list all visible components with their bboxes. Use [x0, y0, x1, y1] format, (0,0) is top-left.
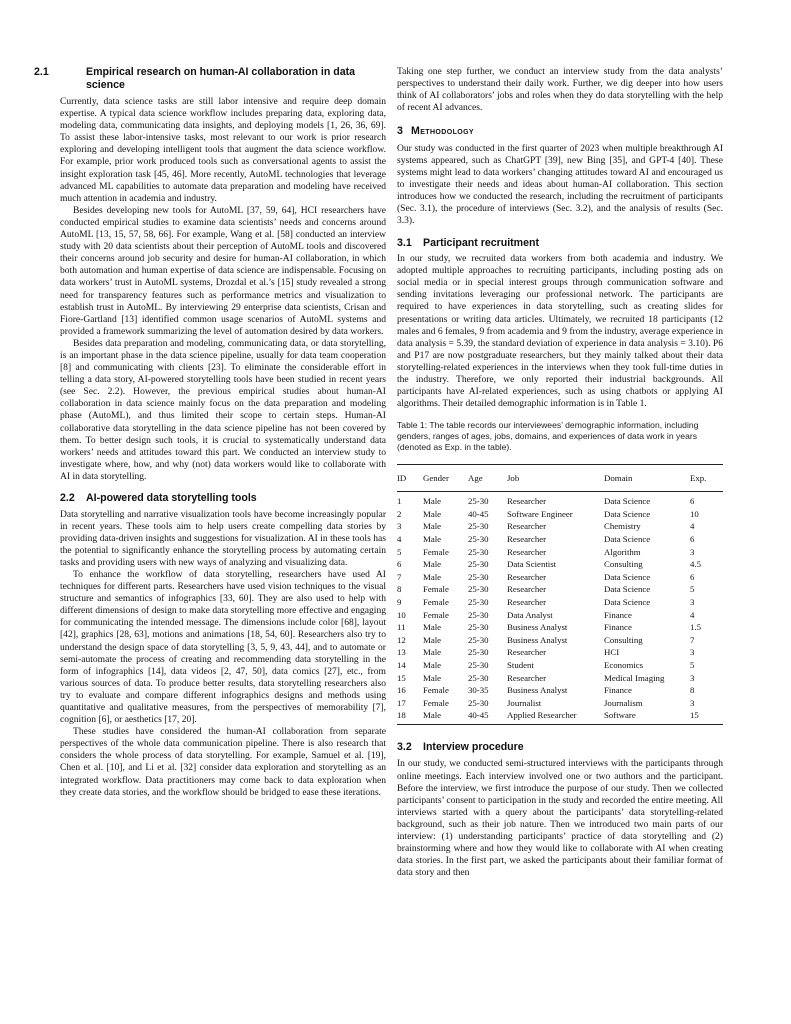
cell-job: Journalist: [507, 697, 542, 708]
cell-job: Data Analyst: [507, 609, 553, 620]
cell-domain: Medical Imaging: [604, 672, 665, 683]
paragraph: Currently, data science tasks are still labor intensive and require deep domain expertise. A typical data science workflow includes preparing data, exploring data, modeling data, communicating data insights, and deploying models [1, 26, 36, 69]. To assist these labor-intensive tasks, most relevant to our work is prior research exploring and developing intelligent tools that augment the data science workflow. For example, prior work produced tools such as conversational agents to assist the insight exploration task [45, 46]. More recently, AutoML technologies that leverage advanced ML capabilities to automate data preparation and modeling have received much attention in academia and industry.: [60, 96, 386, 204]
table-row: [397, 634, 723, 647]
cell-domain: Finance: [604, 609, 632, 620]
cell-age: 30-35: [468, 685, 489, 696]
cell-gender: Female: [423, 584, 449, 595]
section-title: Methodology: [411, 125, 475, 138]
cell-gender: Male: [423, 521, 442, 532]
section-number: 2.1: [34, 66, 49, 78]
cell-job: Researcher: [507, 584, 547, 595]
table-row: [397, 583, 723, 596]
cell-job: Software Engineer: [507, 508, 573, 519]
cell-exp: 5: [690, 584, 695, 595]
cell-exp: 4.5: [690, 559, 701, 570]
table-row: [397, 492, 723, 508]
cell-gender: Male: [423, 647, 442, 658]
cell-gender: Female: [423, 697, 449, 708]
cell-id: 4: [397, 534, 402, 545]
cell-gender: Male: [423, 571, 442, 582]
cell-exp: 3: [690, 672, 695, 683]
cell-exp: 15: [690, 709, 723, 724]
cell-exp: 7: [690, 634, 695, 645]
section-3-2-heading: [397, 741, 723, 754]
cell-gender: Female: [423, 685, 449, 696]
cell-id: 6: [397, 559, 402, 570]
paragraph: In our study, we conducted semi-structured interviews with the participants through online meetings. Each interview involved one or two authors and the participant. Before the interview, we first introduce the purpose of our study. Then we collected participants’ consent to participation in the study and recorded the entire meeting. All interviews started with a query about the participants’ data storytelling-related background, such as their job nature. Then we introduced two main parts of our interview: (1) understanding participants’ practice of data storytelling and (2) brainstorming where and how they would like to collaborate with AI when creating data stories. In the first part, we asked the participants about their familiar format of data story and then: [397, 758, 723, 879]
cell-exp: 6: [690, 496, 695, 507]
paragraph: To enhance the workflow of data storytelling, researchers have used AI techniques for different parts. Researchers have used vision techniques to the visual structure and semantics of infographics [33, 60]. They are also used to help with different dimensions of design to make data storytelling more effective and engaging for communicating the intended message. The dimensions include color [68], layout [42], graphics [28, 63], motions and animations [18, 54, 60]. Researchers also try to understand the design space of data storytelling [3, 5, 9, 43, 44], and to automate or semi-automate the process of creating and recommending data storytelling in the form of infographics [14], data videos [2, 47, 50], data comics [27], etc., from various sources of data. To produce better results, data storytelling researchers also try to evaluate and compare different infographics designs and methods using quantitative and qualitative measures, from the perspectives of memorability [7], cognition [6], or aesthetics [17, 20].: [60, 568, 386, 726]
cell-id: 9: [397, 597, 402, 607]
table-row: [397, 571, 723, 584]
cell-gender: Male: [423, 508, 442, 519]
cell-gender: Male: [423, 634, 442, 645]
paragraph: Our study was conducted in the first quarter of 2023 when multiple breakthrough AI systems appeared, such as ChatGPT [39], new Bing [35], and GPT-4 [40]. These systems might lead to data workers’ changing attitudes toward AI and encouraged us to investigate their needs and ideas about human-AI collaboration. This section introduces how we conducted the research, including the recruitment of participants (Sec. 3.1), the procedure of interviews (Sec. 3.2), and the analysis of results (Sec. 3.3).: [397, 142, 723, 227]
header-domain: Domain: [604, 465, 690, 492]
cell-domain: Data Science: [604, 534, 651, 545]
cell-age: 40-45: [468, 709, 507, 724]
cell-exp: 6: [690, 534, 695, 545]
cell-age: 25-30: [468, 571, 489, 582]
cell-gender: Male: [423, 534, 442, 545]
cell-job: Researcher: [507, 571, 547, 582]
cell-id: 3: [397, 521, 402, 532]
table-row: [397, 596, 723, 609]
cell-gender: Male: [423, 559, 442, 570]
cell-age: 25-30: [468, 521, 489, 532]
cell-age: 25-30: [468, 647, 489, 658]
header-gender: Gender: [423, 465, 468, 492]
section-number: 3: [397, 125, 404, 138]
cell-id: 11: [397, 622, 406, 633]
cell-domain: Economics: [604, 659, 644, 670]
cell-gender: Male: [423, 672, 442, 683]
paragraph: Besides data preparation and modeling, communicating data, or data storytelling, is an important phase in the data science pipeline, usually for data team cooperation [8] and communicating with clients [23]. To eliminate the considerable effort in telling a data story, AI-powered storytelling tools have been studied in recent years (see Sec. 2.2). However, the previous empirical studies about human-AI collaboration in data science mainly focus on the data preparation and modeling phase (AutoML), and thus limited their scope to certain steps. Human-AI collaborative data storytelling in the data science pipeline has not been covered by them. To better design such tools, it is crucial to systematically understand data workers’ needs and attitudes toward this part. We conducted an interview study to investigate where, how, and why (not) data workers would like to collaborate with AI in data storytelling.: [60, 337, 386, 482]
header-job: Job: [507, 465, 604, 492]
header-id: ID: [397, 465, 423, 492]
cell-domain: Consulting: [604, 634, 643, 645]
section-3-heading: [397, 125, 723, 138]
cell-job: Data Scientist: [507, 559, 557, 570]
right-column: [397, 66, 723, 879]
cell-job: Student: [507, 659, 534, 670]
cell-exp: 8: [690, 685, 695, 696]
section-number: 3.2: [397, 740, 412, 753]
cell-domain: Finance: [604, 685, 632, 696]
cell-id: 12: [397, 634, 406, 645]
demographics-table: [397, 464, 723, 725]
cell-exp: 3: [690, 597, 695, 607]
cell-domain: Data Science: [604, 584, 651, 595]
cell-exp: 3: [690, 647, 695, 658]
cell-age: 25-30: [468, 597, 489, 607]
section-number: 2.2: [60, 492, 75, 504]
cell-age: 25-30: [468, 634, 489, 645]
table-header-row: [397, 465, 723, 492]
cell-job: Researcher: [507, 496, 547, 507]
cell-domain: Data Science: [604, 597, 651, 607]
cell-age: 25-30: [468, 584, 489, 595]
cell-domain: Software: [604, 709, 690, 724]
table-row: [397, 508, 723, 521]
paragraph: Data storytelling and narrative visualization tools have become increasingly popular in recent years. These tools aim to help users create compelling data stories by providing data-driven insights and suggestions for visualization. AI in these tools has the potential to significantly enhance the storytelling process by automating certain tasks and providing users with new ways of analyzing and visualizing data.: [60, 508, 386, 568]
cell-id: 1: [397, 496, 402, 507]
cell-gender: Male: [423, 496, 442, 507]
section-title: AI-powered data storytelling tools: [86, 492, 257, 504]
section-number: 3.1: [397, 236, 412, 249]
table-row: [397, 558, 723, 571]
section-title: Participant recruitment: [423, 236, 539, 249]
cell-exp: 6: [690, 571, 695, 582]
cell-id: 13: [397, 647, 406, 658]
paragraph: Besides developing new tools for AutoML [37, 59, 64], HCI researchers have conducted empirical studies to examine data scientists’ needs and concerns around AutoML [13, 15, 57, 58, 66]. For example, Wang et al. [58] conducted an interview study with 20 data scientists about their perception of AutoML tools and discovered their concerns around job security and desire for human-AI collaboration, in which both automation and human expertise of data science are indispensable. Focusing on data workers’ trust in AutoML systems, Drozdal et al.’s [15] study revealed a strong need for transparency features such as performance metrics and visualization to establish trust in AutoML. By interviewing 29 enterprise data scientists, Crisan and Fiore-Gartland [13] identified common usage scenarios of AutoML systems and provided a framework summarizing the level of automation desired by data workers.: [60, 204, 386, 337]
cell-gender: Female: [423, 546, 449, 557]
cell-gender: Female: [423, 609, 449, 620]
cell-id: 8: [397, 584, 402, 595]
cell-exp: 1.5: [690, 622, 701, 633]
paragraph: Taking one step further, we conduct an interview study from the data analysts’ perspectives to understand their daily work. Further, we dig deeper into how users think of AI collaborators’ jobs and roles when they do data storytelling with the help of recent AI advances.: [397, 66, 723, 114]
cell-domain: Consulting: [604, 559, 643, 570]
cell-age: 25-30: [468, 672, 489, 683]
cell-domain: Finance: [604, 622, 632, 633]
table-row: [397, 697, 723, 710]
section-title: Empirical research on human-AI collaboration in data science: [86, 66, 356, 91]
table-row: [397, 533, 723, 546]
cell-job: Business Analyst: [507, 622, 568, 633]
cell-age: 25-30: [468, 546, 489, 557]
cell-gender: Male: [423, 659, 442, 670]
table-row: [397, 709, 723, 724]
header-exp: Exp.: [690, 465, 723, 492]
left-column: [34, 66, 386, 799]
cell-gender: Male: [423, 622, 442, 633]
cell-age: 25-30: [468, 559, 489, 570]
cell-exp: 3: [690, 546, 695, 557]
cell-gender: Female: [423, 597, 449, 607]
cell-gender: Male: [423, 709, 468, 724]
cell-id: 10: [397, 609, 406, 620]
cell-exp: 4: [690, 609, 695, 620]
cell-exp: 5: [690, 659, 695, 670]
cell-exp: 3: [690, 697, 695, 708]
cell-domain: Journalism: [604, 697, 643, 708]
cell-age: 25-30: [468, 622, 489, 633]
cell-age: 25-30: [468, 496, 489, 507]
cell-domain: Data Science: [604, 496, 651, 507]
cell-job: Researcher: [507, 647, 547, 658]
table-row: [397, 621, 723, 634]
cell-id: 14: [397, 659, 406, 670]
cell-id: 15: [397, 672, 406, 683]
cell-exp: 4: [690, 521, 695, 532]
table-row: [397, 520, 723, 533]
cell-domain: HCI: [604, 647, 620, 658]
paragraph: These studies have considered the human-AI collaboration from separate perspectives of the whole data communication pipeline. There is also research that considers the whole process of data storytelling. For example, Samuel et al. [19], Chen et al. [10], and Li et al. [32] consider data exploration and storytelling as an integrated workflow. Data practitioners may come back to data exploration when they create data stories, and the workflow should be bridged to ease these iterations.: [60, 726, 386, 798]
cell-job: Researcher: [507, 597, 547, 607]
cell-id: 18: [397, 709, 423, 724]
cell-age: 25-30: [468, 659, 489, 670]
cell-job: Business Analyst: [507, 634, 568, 645]
cell-id: 7: [397, 571, 402, 582]
header-age: Age: [468, 465, 507, 492]
cell-id: 5: [397, 546, 402, 557]
cell-id: 2: [397, 508, 402, 519]
cell-id: 17: [397, 697, 406, 708]
cell-domain: Data Science: [604, 571, 651, 582]
cell-job: Business Analyst: [507, 685, 568, 696]
cell-job: Researcher: [507, 521, 547, 532]
cell-exp: 10: [690, 508, 699, 519]
table-row: [397, 546, 723, 559]
table-row: [397, 609, 723, 622]
section-3-1-heading: [397, 237, 723, 250]
paragraph: In our study, we recruited data workers from both academia and industry. We adopted multiple approaches to recruiting participants, including posting ads on social media or in special interest groups through communication software and sending invitations leveraging our professional network. The participants are required to have experiences in data storytelling, such as creating slides for presentations or writing data articles. Ultimately, we recruited 18 participants (12 males and 6 females, 9 from academia and 9 from the industry, average experience in data analysis = 5.39, the standard deviation of experience in data analysis = 3.10). P6 and P17 are now postgraduate researchers, but they mainly talked about their data storytelling-related experiences in the interviews when they took full-time duties in the industry. Therefore, we only reported their industrial backgrounds. All participants have AI-related experiences, such as using chatbots or applying AI algorithms. Their detailed demographic information is in Table 1.: [397, 253, 723, 410]
table-caption: Table 1: The table records our interviewees’ demographic information, including genders, ranges of ages, jobs, domains, and experiences of data work in years (denoted as Exp. in the table).: [397, 420, 699, 453]
cell-age: 25-30: [468, 697, 489, 708]
cell-domain: Data Science: [604, 508, 651, 519]
table-body: [397, 492, 723, 725]
cell-domain: Chemistry: [604, 521, 641, 532]
section-title: Interview procedure: [423, 740, 524, 753]
table-row: [397, 684, 723, 697]
table-row: [397, 672, 723, 685]
cell-domain: Algorithm: [604, 546, 641, 557]
cell-age: 40-45: [468, 508, 489, 519]
cell-job: Researcher: [507, 672, 547, 683]
table-row: [397, 646, 723, 659]
cell-job: Researcher: [507, 546, 547, 557]
table-row: [397, 659, 723, 672]
cell-id: 16: [397, 685, 406, 696]
cell-age: 25-30: [468, 609, 489, 620]
cell-job: Researcher: [507, 534, 547, 545]
cell-age: 25-30: [468, 534, 489, 545]
section-2-2-heading: [60, 492, 386, 505]
section-2-1-heading: [34, 66, 386, 91]
cell-job: Applied Researcher: [507, 709, 604, 724]
